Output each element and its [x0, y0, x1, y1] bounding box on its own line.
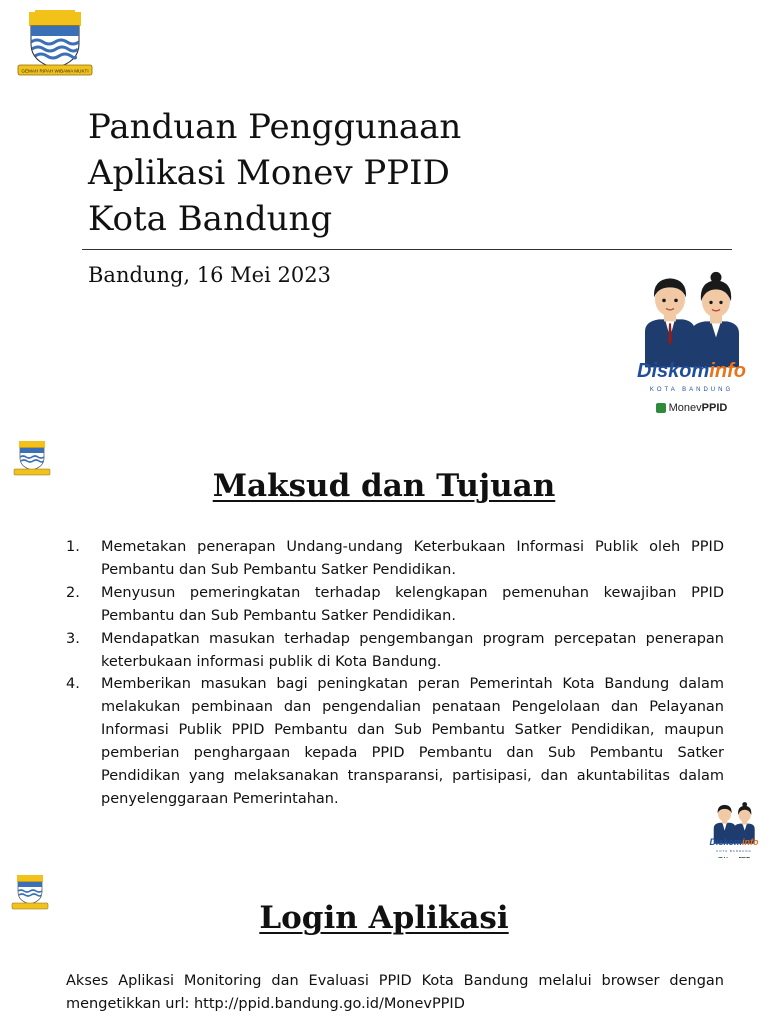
- cover-title: [88, 104, 648, 242]
- list-item: [66, 673, 724, 810]
- diskominfo-badge: [625, 258, 758, 423]
- goals-list: [66, 536, 724, 811]
- list-number: 4.: [66, 676, 80, 693]
- emblem-motto: GEMAH RIPAH WIBAWA MUKTI: [21, 68, 89, 74]
- login-heading: Login Aplikasi: [259, 900, 509, 936]
- list-text: Mendapatkan masukan terhadap pengembangan program percepatan penerapan keterbukaan informasi publik di Kota Bandung.: [101, 630, 724, 670]
- monevppid-app-icon: [656, 403, 666, 413]
- diskominfo-subtitle: KOTA BANDUNG: [649, 387, 734, 393]
- kota-bandung-emblem-icon: [15, 10, 95, 80]
- list-text: Memetakan penerapan Undang-undang Keterbukaan Informasi Publik oleh PPID Pembantu dan Sub Pembantu Satker Pendidikan.: [101, 539, 724, 578]
- title-divider: [82, 249, 732, 250]
- cover-slide: [0, 0, 768, 430]
- list-text: Memberikan masukan bagi peningkatan peran Pemerintah Kota Bandung dalam melakukan pembinaan dan pengendalian penataan Pengelolaan dan Pelayanan Informasi Publik PPID Pembantu dan Sub Pembantu Satker Pendidikan, maupun pemberian penghargaan kepada PPID Pembantu dan Sub Pembantu Satker Pendidikan yang melaksanakan transparansi, partisipasi, dan akuntabilitas dalam penyelenggaraan Pemerintahan.: [101, 676, 724, 807]
- monevppid-label: MonevPPID: [625, 402, 758, 414]
- title-line-2: Aplikasi Monev PPID: [88, 153, 450, 193]
- list-number: 3.: [66, 630, 80, 647]
- list-item: [66, 536, 724, 582]
- list-item: [66, 628, 724, 674]
- list-text: Menyusun pemeringkatan terhadap kelengkapan pemenuhan kewajiban PPID Pembantu dan Sub Pembantu Satker Pendidikan.: [101, 584, 724, 624]
- list-item: [66, 582, 724, 628]
- diskominfo-logo-text: Diskominfo: [709, 837, 759, 847]
- list-number: 2.: [66, 584, 80, 601]
- title-line-1: Panduan Penggunaan: [88, 107, 462, 147]
- diskominfo-logo-text: Diskominfo: [637, 360, 746, 382]
- goals-heading: Maksud dan Tujuan: [212, 468, 556, 504]
- goals-slide: [0, 430, 768, 858]
- cover-date: Bandung, 16 Mei 2023: [88, 263, 331, 287]
- diskominfo-subtitle: KOTA BANDUNG: [716, 849, 752, 853]
- login-slide: [0, 858, 768, 1024]
- login-instructions: Akses Aplikasi Monitoring dan Evaluasi PPID Kota Bandung melalui browser dengan mengetikkan url: http://ppid.bandung.go.id/MonevPPID: [66, 973, 724, 1012]
- list-number: 1.: [66, 539, 80, 555]
- title-line-3: Kota Bandung: [88, 199, 333, 239]
- staff-mascots-icon: [625, 258, 758, 377]
